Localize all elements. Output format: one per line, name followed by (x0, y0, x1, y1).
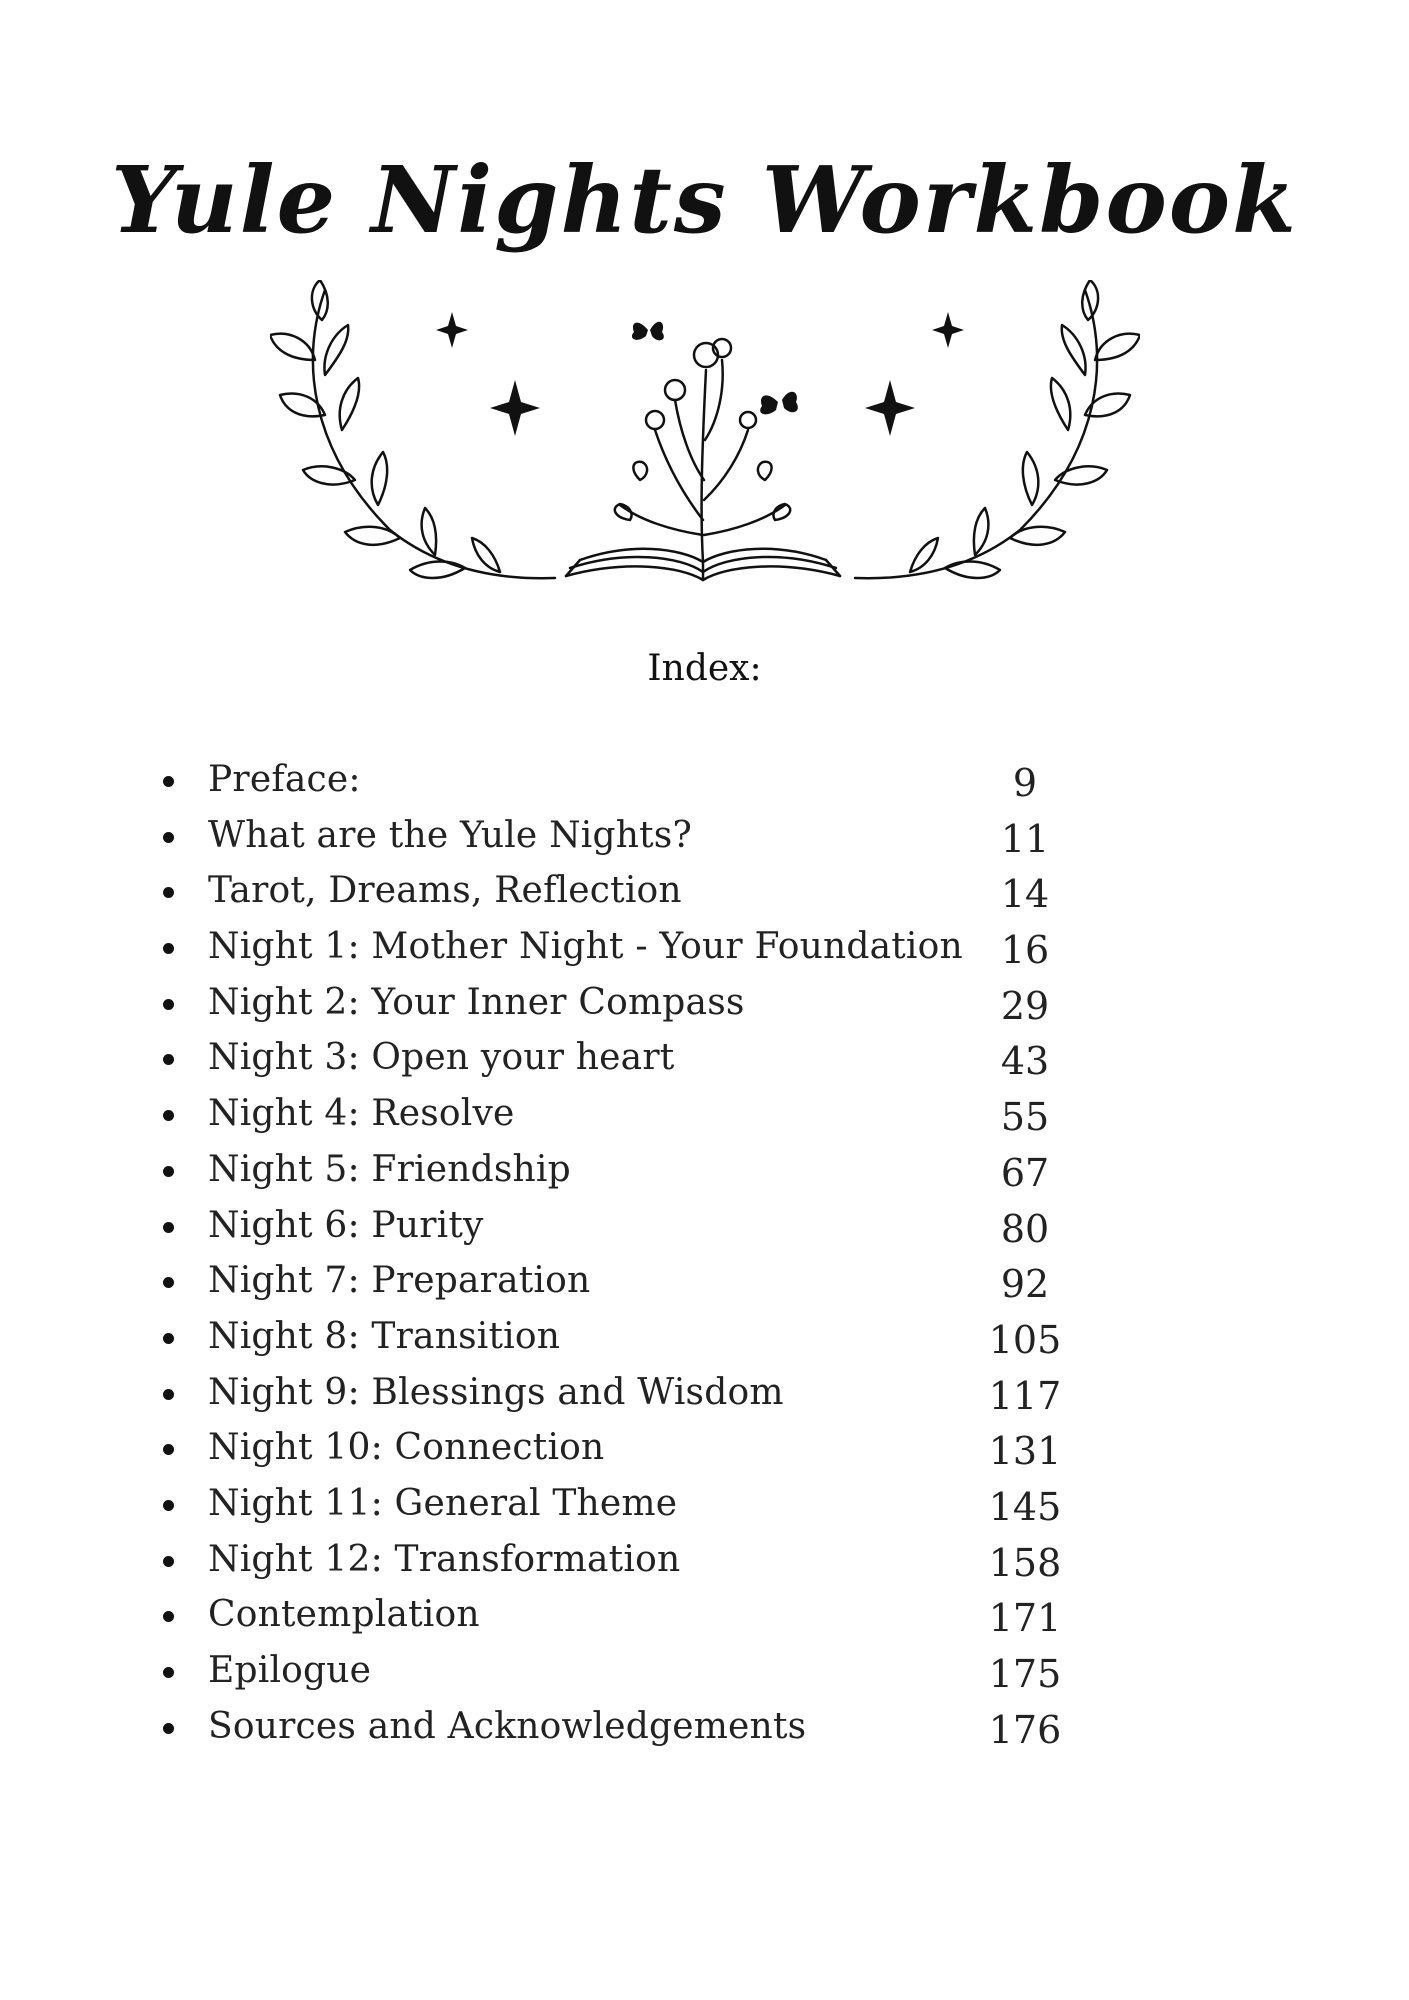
sparkle-star-icon (865, 380, 915, 436)
toc-item (155, 1253, 1115, 1309)
toc-item-page: 145 (988, 1484, 1062, 1529)
index-heading: Index: (647, 648, 762, 689)
toc-item-label: Night 6: Purity (208, 1204, 484, 1246)
bullet-icon (163, 1277, 174, 1288)
toc-item (155, 863, 1115, 919)
sparkle-star-icon (436, 312, 468, 348)
toc-item-page: 158 (988, 1540, 1062, 1585)
bullet-icon (163, 1667, 174, 1678)
bullet-icon (163, 1500, 174, 1511)
toc-item-page: 175 (988, 1652, 1062, 1696)
page-title: Yule Nights Workbook (111, 145, 1298, 254)
toc-item (155, 1142, 1115, 1198)
laurel-branch-icon (855, 280, 1140, 578)
toc-item-page: 11 (1000, 816, 1050, 861)
toc-item (155, 1420, 1115, 1476)
toc-item-page: 80 (1000, 1206, 1050, 1251)
bullet-icon (163, 1389, 174, 1400)
toc-item-label: Night 12: Transformation (208, 1538, 681, 1580)
toc-item-label: Night 8: Transition (208, 1315, 561, 1357)
butterfly-icon (632, 322, 664, 341)
toc-item-page: 117 (988, 1373, 1062, 1418)
toc-item-page: 29 (1000, 983, 1050, 1028)
bullet-icon (163, 1611, 174, 1622)
toc-item-label: Night 5: Friendship (208, 1148, 571, 1190)
toc-item-label: Night 3: Open your heart (208, 1037, 675, 1079)
table-of-contents (155, 752, 1115, 1754)
toc-item-label: Night 4: Resolve (208, 1093, 515, 1135)
bullet-icon (163, 1166, 174, 1177)
toc-item (155, 1643, 1115, 1699)
sparkle-star-icon (932, 312, 964, 348)
toc-item (155, 1365, 1115, 1421)
toc-item (155, 752, 1115, 808)
open-book-flowers-icon (566, 339, 840, 580)
toc-item-label: Tarot, Dreams, Reflection (208, 870, 682, 912)
bullet-icon (163, 1110, 174, 1121)
bullet-icon (163, 887, 174, 898)
toc-item-page: 105 (988, 1317, 1062, 1362)
toc-item-label: Night 2: Your Inner Compass (208, 981, 745, 1023)
toc-item (155, 1030, 1115, 1086)
toc-item-page: 171 (988, 1596, 1062, 1641)
toc-item-label: Night 9: Blessings and Wisdom (208, 1371, 784, 1413)
butterfly-icon (760, 392, 798, 415)
toc-item-page: 16 (1000, 928, 1050, 973)
bullet-icon (163, 1222, 174, 1233)
toc-item-page: 55 (1000, 1095, 1050, 1140)
toc-item (155, 975, 1115, 1031)
toc-item-page: 176 (988, 1707, 1062, 1752)
bullet-icon (163, 776, 174, 787)
toc-item-page: 9 (1012, 761, 1038, 805)
bullet-icon (163, 999, 174, 1010)
toc-item-label: Night 1: Mother Night - Your Foundation (208, 926, 963, 968)
bullet-icon (163, 832, 174, 843)
toc-item-label: What are the Yule Nights? (208, 814, 692, 856)
toc-item (155, 1198, 1115, 1254)
toc-item-label: Preface: (208, 759, 361, 800)
toc-item (155, 1532, 1115, 1588)
toc-item (155, 1476, 1115, 1532)
toc-item (155, 1699, 1115, 1755)
toc-item-label: Contemplation (208, 1594, 480, 1636)
toc-item-label: Night 7: Preparation (208, 1260, 591, 1302)
bullet-icon (163, 943, 174, 954)
book-laurel-illustration (270, 280, 1140, 590)
bullet-icon (163, 1723, 174, 1734)
bullet-icon (163, 1333, 174, 1344)
toc-item (155, 1309, 1115, 1365)
toc-item (155, 808, 1115, 864)
toc-item-page: 67 (1000, 1150, 1050, 1195)
toc-item-page: 92 (1000, 1262, 1050, 1307)
toc-item (155, 1587, 1115, 1643)
bullet-icon (163, 1556, 174, 1567)
sparkle-star-icon (490, 380, 540, 436)
bullet-icon (163, 1054, 174, 1065)
toc-item-label: Epilogue (208, 1650, 372, 1691)
toc-item-label: Sources and Acknowledgements (208, 1705, 807, 1747)
bullet-icon (163, 1444, 174, 1455)
toc-item-page: 14 (1000, 872, 1050, 917)
toc-item-page: 131 (988, 1429, 1062, 1474)
toc-item-label: Night 10: Connection (208, 1427, 605, 1469)
toc-item-page: 43 (1000, 1039, 1050, 1084)
toc-item (155, 919, 1115, 975)
laurel-branch-icon (270, 280, 555, 578)
toc-item (155, 1086, 1115, 1142)
toc-item-label: Night 11: General Theme (208, 1482, 678, 1524)
